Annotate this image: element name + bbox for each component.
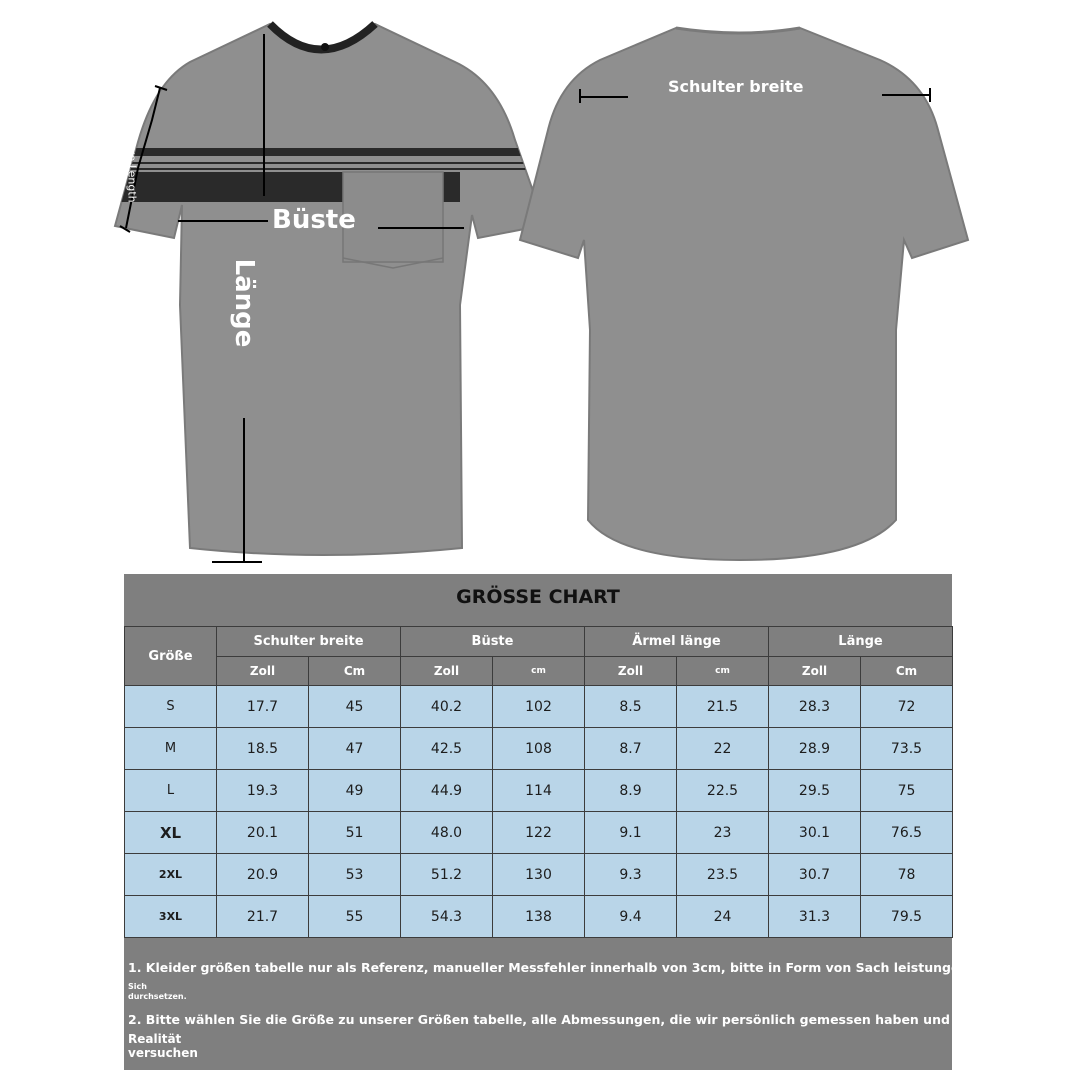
value-cell: 29.5 — [769, 770, 861, 812]
unit-header: Cm — [309, 656, 401, 686]
size-header: Größe — [125, 627, 217, 686]
value-cell: 53 — [309, 854, 401, 896]
sleeve-length-label: Sleeve Length — [125, 124, 139, 203]
value-cell: 9.1 — [585, 812, 677, 854]
value-cell: 23 — [677, 812, 769, 854]
size-cell: 2XL — [125, 854, 217, 896]
unit-header: Zoll — [401, 656, 493, 686]
value-cell: 18.5 — [217, 728, 309, 770]
value-cell: 21.7 — [217, 896, 309, 938]
back-shirt — [520, 28, 968, 560]
unit-header: cm — [677, 656, 769, 686]
size-chart — [124, 574, 969, 1070]
value-cell: 138 — [493, 896, 585, 938]
value-cell: 130 — [493, 854, 585, 896]
value-cell: 28.3 — [769, 686, 861, 728]
group-header: Ärmel länge — [585, 627, 769, 657]
table-row — [125, 812, 953, 854]
value-cell: 8.7 — [585, 728, 677, 770]
size-table — [124, 626, 953, 938]
value-cell: 8.9 — [585, 770, 677, 812]
value-cell: 72 — [861, 686, 953, 728]
value-cell: 23.5 — [677, 854, 769, 896]
group-header: Länge — [769, 627, 953, 657]
value-cell: 9.3 — [585, 854, 677, 896]
value-cell: 51 — [309, 812, 401, 854]
unit-header: Zoll — [217, 656, 309, 686]
value-cell: 45 — [309, 686, 401, 728]
value-cell: 21.5 — [677, 686, 769, 728]
value-cell: 79.5 — [861, 896, 953, 938]
value-cell: 55 — [309, 896, 401, 938]
front-shirt — [100, 24, 560, 555]
value-cell: 76.5 — [861, 812, 953, 854]
unit-header-row — [125, 656, 953, 686]
unit-header: Cm — [861, 656, 953, 686]
value-cell: 44.9 — [401, 770, 493, 812]
value-cell: 19.3 — [217, 770, 309, 812]
value-cell: 20.1 — [217, 812, 309, 854]
value-cell: 42.5 — [401, 728, 493, 770]
value-cell: 22.5 — [677, 770, 769, 812]
table-row — [125, 728, 953, 770]
value-cell: 9.4 — [585, 896, 677, 938]
value-cell: 24 — [677, 896, 769, 938]
value-cell: 102 — [493, 686, 585, 728]
value-cell: 49 — [309, 770, 401, 812]
unit-header: cm — [493, 656, 585, 686]
group-header: Büste — [401, 627, 585, 657]
value-cell: 114 — [493, 770, 585, 812]
group-header: Schulter breite — [217, 627, 401, 657]
value-cell: 30.1 — [769, 812, 861, 854]
size-cell: XL — [125, 812, 217, 854]
value-cell: 30.7 — [769, 854, 861, 896]
size-cell: L — [125, 770, 217, 812]
value-cell: 31.3 — [769, 896, 861, 938]
value-cell: 17.7 — [217, 686, 309, 728]
shoulder-width-label: Schulter breite — [668, 77, 804, 96]
note-1: 1. Kleider größen tabelle nur als Referenz, manueller Messfehler innerhalb von 3cm, bitte in Form von Sach leistungen — [128, 960, 969, 975]
value-cell: 22 — [677, 728, 769, 770]
table-row — [125, 854, 953, 896]
value-cell: 54.3 — [401, 896, 493, 938]
value-cell: 48.0 — [401, 812, 493, 854]
size-cell: S — [125, 686, 217, 728]
value-cell: 8.5 — [585, 686, 677, 728]
note-2: 2. Bitte wählen Sie die Größe zu unserer Größen tabelle, alle Abmessungen, die wir persönlich gemessen haben und — [128, 1012, 950, 1027]
bust-label: Büste — [272, 205, 356, 235]
value-cell: 73.5 — [861, 728, 953, 770]
value-cell: 28.9 — [769, 728, 861, 770]
length-label: Länge — [229, 258, 259, 348]
chart-title: GRÖSSE CHART — [456, 586, 620, 608]
value-cell: 40.2 — [401, 686, 493, 728]
note-1-continuation: Sich durchsetzen. — [128, 982, 187, 1001]
note-2-continuation: Realität versuchen — [128, 1032, 198, 1060]
size-cell: 3XL — [125, 896, 217, 938]
unit-header: Zoll — [585, 656, 677, 686]
value-cell: 75 — [861, 770, 953, 812]
table-row — [125, 686, 953, 728]
value-cell: 47 — [309, 728, 401, 770]
value-cell: 78 — [861, 854, 953, 896]
value-cell: 122 — [493, 812, 585, 854]
value-cell: 51.2 — [401, 854, 493, 896]
table-row — [125, 896, 953, 938]
chest-pocket — [343, 172, 443, 262]
unit-header: Zoll — [769, 656, 861, 686]
size-cell: M — [125, 728, 217, 770]
group-header-row — [125, 627, 953, 657]
value-cell: 108 — [493, 728, 585, 770]
value-cell: 20.9 — [217, 854, 309, 896]
table-row — [125, 770, 953, 812]
